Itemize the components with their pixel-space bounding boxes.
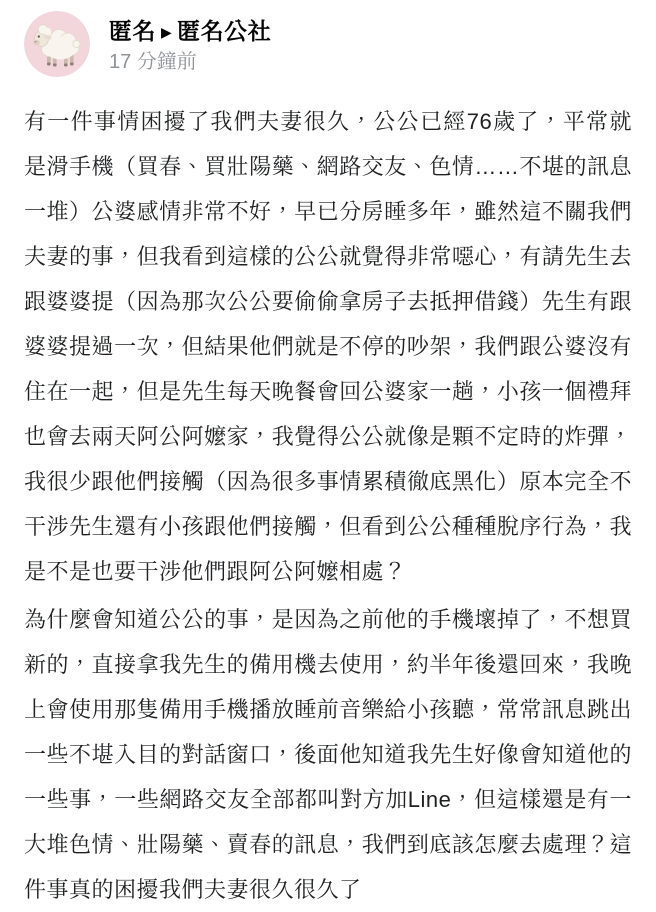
post-header bbox=[24, 0, 632, 77]
post-body bbox=[24, 99, 632, 912]
sheep-icon bbox=[24, 11, 90, 77]
arrow-separator-icon: ▶ bbox=[161, 24, 173, 40]
post-paragraph-2: 為什麼會知道公公的事，是因為之前他的手機壞掉了，不想買新的，直接拿我先生的備用機去使用，約半年後還回來，我晚上會使用那隻備用手機播放睡前音樂給小孩聽，常常訊息跳出一些不堪入目的對話窗口，後面他知道我先生好像會知道他的一些事，一些網路交友全部都叫對方加Line，但這樣還是有一大堆色情、壯陽藥、賣春的訊息，我們到底該怎麼去處理？這件事真的困擾我們夫妻很久很久了 bbox=[24, 607, 632, 902]
post-title bbox=[109, 17, 271, 45]
post-timestamp[interactable]: 17 分鐘前 bbox=[109, 51, 197, 73]
post-author: 匿名 bbox=[109, 18, 156, 44]
post-header-text bbox=[109, 11, 271, 74]
post-paragraph-1: 有一件事情困擾了我們夫妻很久，公公已經76歲了，平常就是滑手機（買春、買壯陽藥、網路交友、色情……不堪的訊息一堆）公婆感情非常不好，早已分房睡多年，雖然這不關我們夫妻的事，但我看到這樣的公公就覺得非常噁心，有請先生去跟婆婆提（因為那次公公要偷偷拿房子去抵押借錢）先生有跟婆婆提過一次，但結果他們就是不停的吵架，我們跟公婆沒有住在一起，但是先生每天晚餐會回公婆家一趟，小孩一個禮拜也會去兩天阿公阿嬤家，我覺得公公就像是顆不定時的炸彈，我很少跟他們接觸（因為很多事情累積徹底黑化）原本完全不干涉先生還有小孩跟他們接觸，但看到公公種種脫序行為，我是不是也要干涉他們跟阿公阿嬤相處？ bbox=[24, 109, 632, 584]
post-group-link[interactable]: 匿名公社 bbox=[177, 18, 272, 44]
avatar bbox=[24, 11, 90, 77]
